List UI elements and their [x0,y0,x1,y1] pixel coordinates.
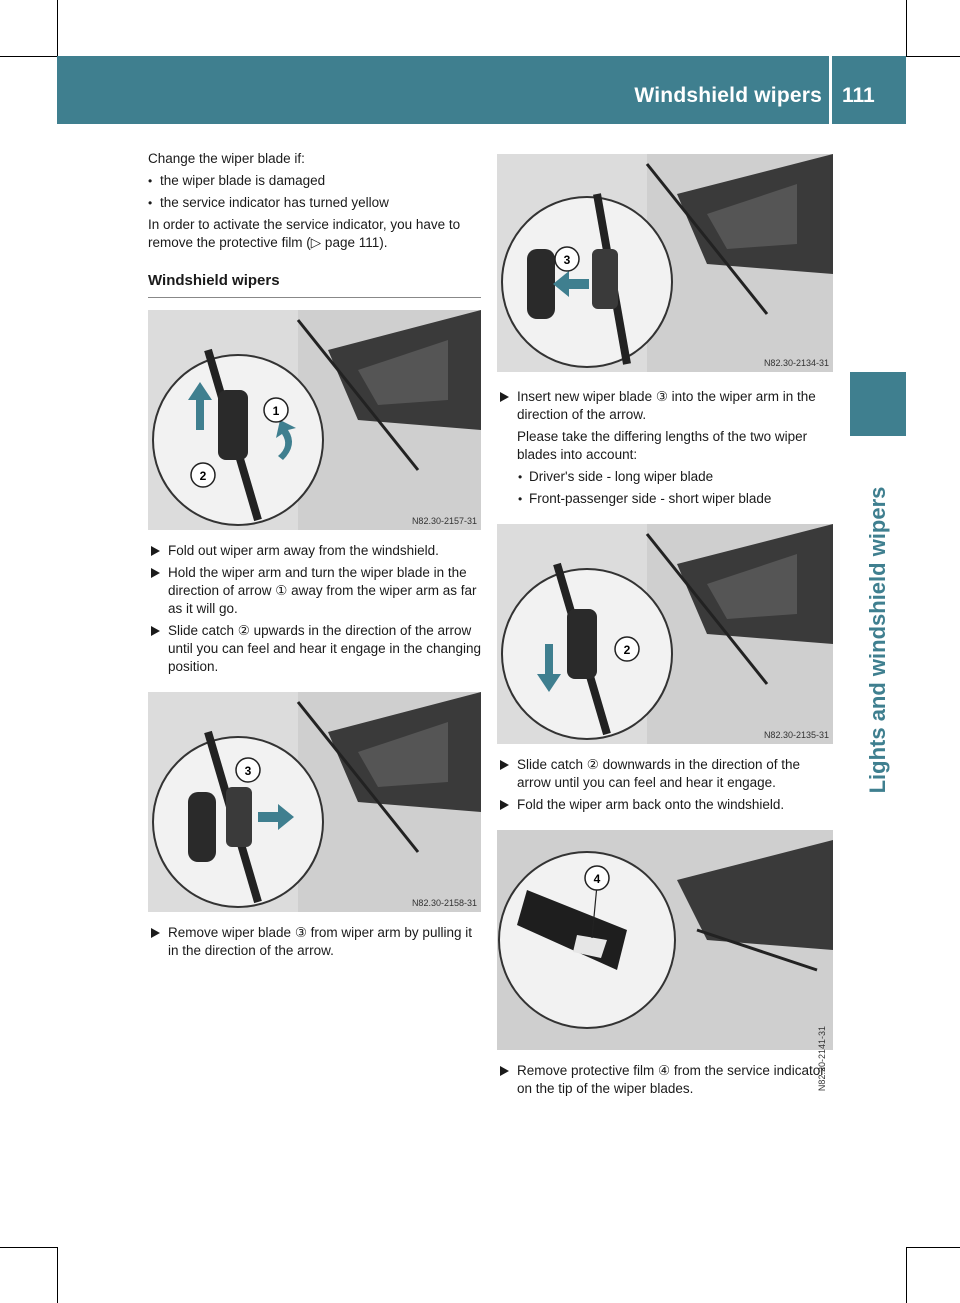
wiper-illustration [497,830,833,1050]
list-item: • Front-passenger side - short wiper blade [497,490,833,508]
step-item: Slide catch ② upwards in the direction of the arrow until you can feel and hear it engage in the changing position. [148,622,481,676]
callout-3: 3 [244,764,252,778]
intro-text: Change the wiper blade if: [148,151,305,166]
header-title: Windshield wipers [634,84,822,107]
figure-code: N82.30-2135-31 [763,730,829,740]
callout-3: 3 [563,253,571,267]
crop-mark [906,1247,960,1248]
wiper-illustration [148,692,481,912]
wiper-illustration [497,524,833,744]
section-heading: Windshield wipers [148,272,481,298]
callout-1: 1 [272,404,280,418]
figure-wiper-insert [497,154,833,372]
callout-2: 2 [199,469,207,483]
callout-4: 4 [593,872,601,886]
lengths-note: Please take the differing lengths of the two wiper blades into account: [517,429,808,462]
crop-mark [57,0,58,56]
list-item: • Driver's side - long wiper blade [497,468,833,486]
step-item: Insert new wiper blade ③ into the wiper arm in the direction of the arrow. [497,388,833,424]
step-item: Remove protective film ④ from the service indicator on the tip of the wiper blades. [497,1062,833,1098]
right-column [497,150,833,1098]
crop-mark [906,56,960,57]
list-item: • the wiper blade is damaged [148,172,481,190]
crop-mark [57,1247,58,1303]
header-separator [829,56,832,124]
list-item: • the service indicator has turned yellow [148,194,481,212]
figure-wiper-fold [148,310,481,530]
page-number: 111 [842,84,875,107]
crop-mark [906,1247,907,1303]
callout-2: 2 [623,643,631,657]
crop-mark [0,56,57,57]
step-item: Fold out wiper arm away from the windshield. [148,542,481,560]
wiper-illustration [148,310,481,530]
step-item: Slide catch ② downwards in the direction of the arrow until you can feel and hear it engage. [497,756,833,792]
figure-code: N82.30-2158-31 [411,898,477,908]
figure-wiper-remove [148,692,481,912]
figure-code: N82.30-2134-31 [763,358,829,368]
step-item: Hold the wiper arm and turn the wiper blade in the direction of arrow ① away from the wiper arm as far as it will go. [148,564,481,618]
figure-code: N82.20-2141-31 [817,1026,827,1092]
side-tab-label: Lights and windshield wipers [865,486,890,794]
wiper-illustration [497,154,833,372]
step-item: Remove wiper blade ③ from wiper arm by pulling it in the direction of the arrow. [148,924,481,960]
left-column [148,150,481,960]
step-item: Fold the wiper arm back onto the windshield. [497,796,833,814]
crop-mark [0,1247,57,1248]
crop-mark [906,0,907,56]
side-tab-marker [850,372,906,436]
figure-code: N82.30-2157-31 [411,516,477,526]
figure-wiper-catch [497,524,833,744]
note-text: In order to activate the service indicator, you have to remove the protective film (▷ page 111). [148,217,461,250]
